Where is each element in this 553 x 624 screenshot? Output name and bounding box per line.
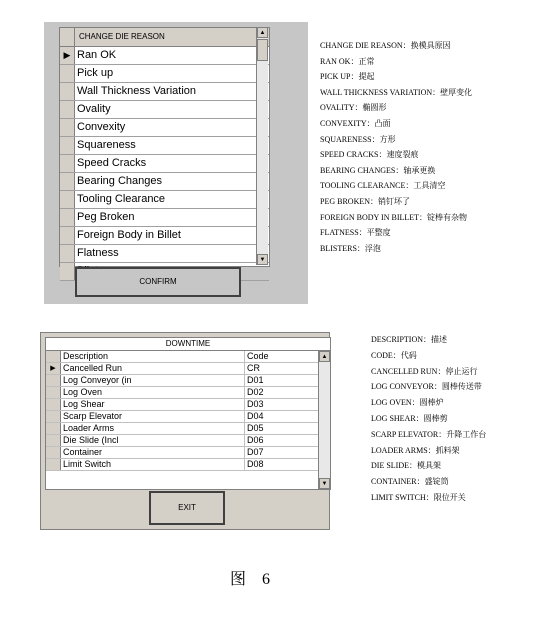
glossary-line: LOG CONVEYOR：圆棒传送带 [371,382,482,392]
row-selector[interactable] [60,209,75,226]
downtime-row[interactable] [46,435,330,447]
glossary-line: FOREIGN BODY IN BILLET：锭棒有杂物 [320,212,468,222]
glossary-line: LOG SHEAR：圆棒剪 [371,413,448,423]
downtime-description[interactable]: Limit Switch [61,459,245,470]
glossary-line: FLATNESS：平整度 [320,228,391,238]
downtime-row[interactable] [46,387,330,399]
glossary-line: LIMIT SWITCH：限位开关 [371,492,466,502]
downtime-row[interactable] [46,375,330,387]
downtime-description[interactable]: Die Slide (Incl [61,435,245,446]
row-selector[interactable] [60,83,75,100]
row-selector[interactable] [60,191,75,208]
glossary-line: TOOLING CLEARANCE：工具清空 [320,181,446,191]
downtime-glossary [371,332,486,506]
downtime-row[interactable] [46,363,330,375]
row-selector[interactable] [60,101,75,118]
downtime-panel [40,332,330,530]
row-selector[interactable] [60,173,75,190]
scroll-down-icon[interactable]: ▼ [319,478,330,489]
glossary-line: WALL THICKNESS VARIATION：壁厚变化 [320,87,473,97]
row-selector[interactable] [60,155,75,172]
change-die-glossary [320,38,472,256]
header-selector-cell [46,351,61,362]
reason-label: Convexity [77,121,126,133]
reason-row[interactable] [60,65,269,83]
row-selector[interactable] [60,65,75,82]
column-header-code[interactable]: Code [245,351,330,362]
glossary-line: BEARING CHANGES：轴承更换 [320,165,436,175]
downtime-row[interactable] [46,423,330,435]
downtime-code[interactable]: D03 [247,399,264,409]
glossary-line: LOADER ARMS：抓料架 [371,445,460,455]
glossary-line: CHANGE DIE REASON：换模具原因 [320,41,451,50]
glossary-line: OVALITY：椭圆形 [320,103,387,113]
reason-row[interactable] [60,191,269,209]
glossary-line: SCARP ELEVATOR：升降工作台 [371,429,487,439]
row-selector[interactable] [46,387,61,398]
downtime-code[interactable]: D06 [247,435,264,445]
scroll-thumb[interactable] [257,39,268,61]
row-selector[interactable] [60,119,75,136]
scroll-up-icon[interactable]: ▲ [257,27,268,38]
downtime-description[interactable]: Scarp Elevator [61,411,245,422]
downtime-grid [45,337,331,490]
reason-row[interactable] [60,209,269,227]
row-selector[interactable] [60,137,75,154]
downtime-title: DOWNTIME [46,338,330,351]
downtime-scrollbar[interactable] [318,351,330,489]
glossary-line: DESCRIPTION：描述 [371,335,448,344]
glossary-line: RAN OK：正常 [320,56,375,66]
downtime-code[interactable]: D05 [247,423,264,433]
row-selector[interactable] [46,447,61,458]
reason-row[interactable] [60,227,269,245]
reason-row[interactable] [60,47,269,65]
exit-button[interactable]: EXIT [149,491,225,525]
downtime-row[interactable] [46,447,330,459]
reason-row[interactable] [60,245,269,263]
downtime-description[interactable]: Container [61,447,245,458]
glossary-line: PICK UP：提起 [320,72,375,82]
confirm-button[interactable]: CONFIRM [75,267,241,297]
glossary-line: PEG BROKEN：销钉坏了 [320,196,411,206]
row-selector[interactable] [46,423,61,434]
grid-header-label: CHANGE DIE REASON [79,32,165,41]
reason-label: Peg Broken [77,211,135,223]
figure-caption: 图 6 [230,571,277,588]
glossary-line: CODE：代码 [371,350,417,360]
downtime-code[interactable]: CR [247,363,260,373]
downtime-code[interactable]: D02 [247,387,264,397]
reason-row[interactable] [60,119,269,137]
reason-label: Bearing Changes [77,175,163,187]
current-row-icon: ▶ [46,363,61,374]
glossary-line: SQUARENESS：方形 [320,134,396,144]
downtime-description[interactable]: Log Oven [61,387,245,398]
current-row-icon: ▶ [60,47,75,64]
glossary-line: CANCELLED RUN：停止运行 [371,366,478,376]
reason-row[interactable] [60,101,269,119]
row-selector[interactable] [60,263,75,280]
downtime-code[interactable]: D04 [247,411,264,421]
reason-row[interactable] [60,173,269,191]
grid-header [60,28,269,47]
column-header-description[interactable]: Description [61,351,245,362]
reason-label: Flatness [77,247,119,259]
row-selector[interactable] [46,399,61,410]
downtime-description[interactable]: Loader Arms [61,423,245,434]
scroll-down-icon[interactable]: ▼ [257,254,268,265]
downtime-description[interactable]: Log Conveyor (in [61,375,245,386]
reason-label: Tooling Clearance [77,193,166,205]
change-die-reason-panel [44,22,308,304]
downtime-row[interactable] [46,399,330,411]
downtime-code[interactable]: D01 [247,375,264,385]
reason-label: Speed Cracks [77,157,147,169]
row-selector[interactable] [46,435,61,446]
scroll-up-icon[interactable]: ▲ [319,351,330,362]
change-die-reason-grid [59,27,270,267]
reason-scrollbar[interactable] [256,27,268,265]
downtime-description[interactable]: Cancelled Run [61,363,245,374]
reason-row[interactable] [60,155,269,173]
reason-label: Pick up [77,67,114,79]
downtime-row[interactable] [46,459,330,471]
reason-label: Wall Thickness Variation [77,85,197,97]
header-selector-cell [60,28,75,46]
row-selector[interactable] [60,227,75,244]
column-header-row [46,351,330,363]
downtime-code[interactable]: D07 [247,447,264,457]
row-selector[interactable] [46,411,61,422]
reason-row[interactable] [60,83,269,101]
downtime-row[interactable] [46,411,330,423]
reason-label: Ran OK [77,49,117,61]
downtime-description[interactable]: Log Shear [61,399,245,410]
row-selector[interactable] [46,459,61,470]
reason-row[interactable] [60,137,269,155]
glossary-line: LOG OVEN：圆棒炉 [371,398,444,408]
row-selector[interactable] [60,245,75,262]
glossary-line: CONVEXITY：凸面 [320,118,391,128]
reason-label: Squareness [77,139,136,151]
downtime-code[interactable]: D08 [247,459,264,469]
reason-label: Foreign Body in Billet [77,229,181,241]
glossary-line: CONTAINER：盛锭筒 [371,477,449,487]
reason-label: Ovality [77,103,111,115]
glossary-line: SPEED CRACKS：速度裂痕 [320,150,419,160]
row-selector[interactable] [46,375,61,386]
glossary-line: DIE SLIDE：模具架 [371,461,441,471]
glossary-line: BLISTERS：浮泡 [320,243,381,253]
